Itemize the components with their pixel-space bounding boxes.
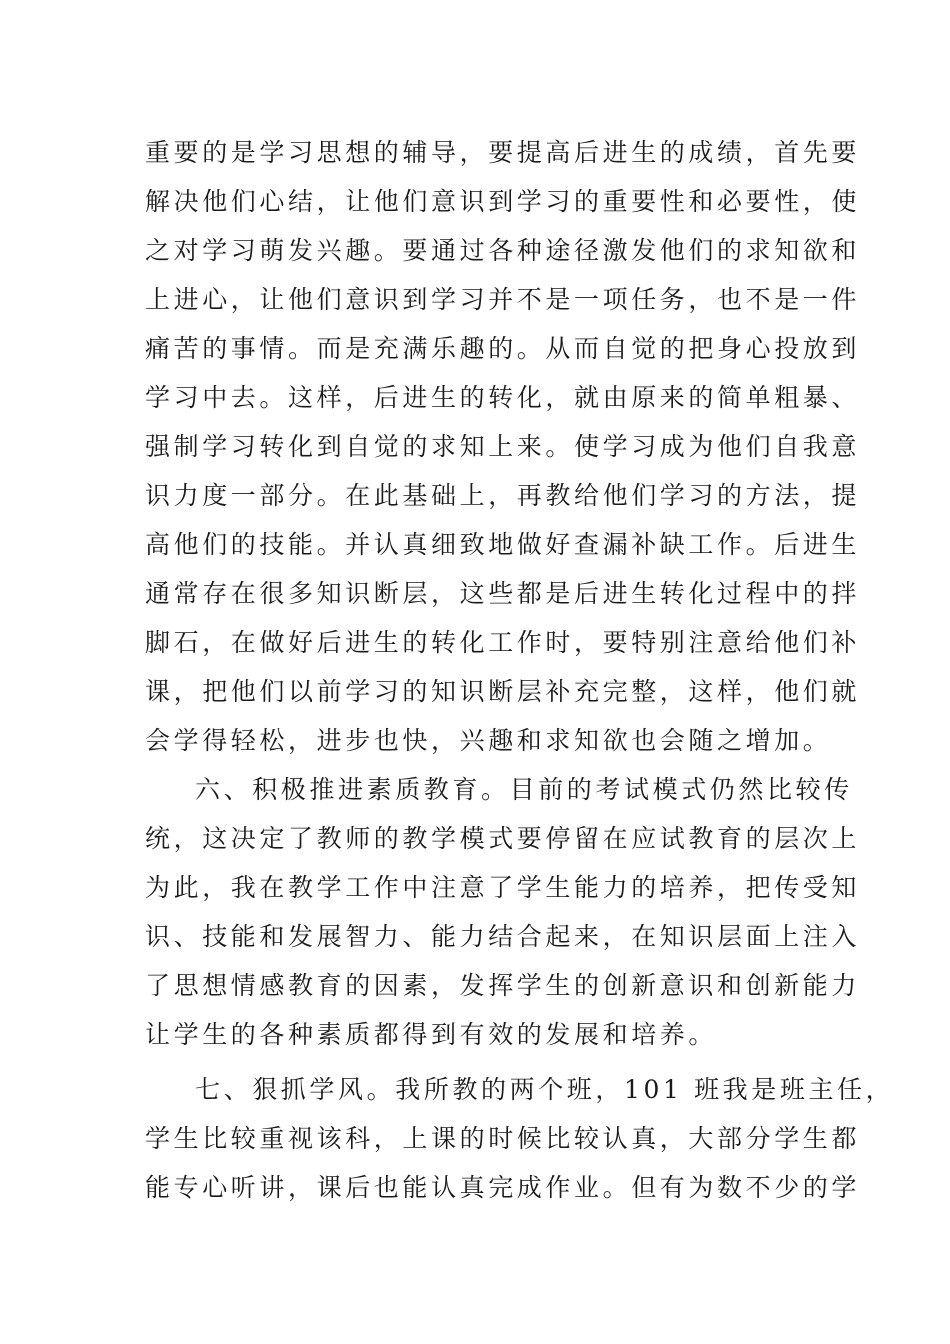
paragraph-study-style <box>145 1065 895 1212</box>
text-line: 能专心听讲，课后也能认真完成作业。但有为数不少的学 <box>145 1173 861 1202</box>
text-line: 会学得轻松，进步也快，兴趣和求知欲也会随之增加。 <box>145 726 832 755</box>
text-line: 高他们的技能。并认真细致地做好查漏补缺工作。后进生 <box>145 530 861 559</box>
text-line: 痛苦的事情。而是充满乐趣的。从而自觉的把身心投放到 <box>145 334 861 363</box>
text-line: 学生比较重视该科，上课的时候比较认真，大部分学生都 <box>145 1124 861 1153</box>
text-line: 识力度一部分。在此基础上，再教给他们学习的方法，提 <box>145 481 861 510</box>
text-line: 学习中去。这样，后进生的转化，就由原来的简单粗暴、 <box>145 383 861 412</box>
text-line: 让学生的各种素质都得到有效的发展和培养。 <box>145 1020 718 1049</box>
text-line: 六、积极推进素质教育。目前的考试模式仍然比较传 <box>195 775 853 804</box>
text-line: 之对学习萌发兴趣。要通过各种途径激发他们的求知欲和 <box>145 236 861 265</box>
text-line: 为此，我在教学工作中注意了学生能力的培养，把传受知 <box>145 873 861 902</box>
text-line: 了思想情感教育的因素，发挥学生的创新意识和创新能力 <box>145 971 861 1000</box>
document-body <box>145 128 895 1212</box>
text-line: 通常存在很多知识断层，这些都是后进生转化过程中的拌 <box>145 579 861 608</box>
text-line: 七、狠抓学风。我所教的两个班，101 班我是班主任， <box>195 1075 895 1104</box>
text-line: 重要的是学习思想的辅导，要提高后进生的成绩，首先要 <box>145 138 861 167</box>
text-line: 课，把他们以前学习的知识断层补充完整，这样，他们就 <box>145 677 861 706</box>
text-line: 解决他们心结，让他们意识到学习的重要性和必要性，使 <box>145 187 861 216</box>
text-line: 统，这决定了教师的教学模式要停留在应试教育的层次上 <box>145 824 861 853</box>
text-line: 脚石，在做好后进生的转化工作时，要特别注意给他们补 <box>145 628 861 657</box>
text-line: 强制学习转化到自觉的求知上来。使学习成为他们自我意 <box>145 432 861 461</box>
paragraph-continued <box>145 128 861 765</box>
paragraph-quality-education <box>145 765 861 1059</box>
text-line: 识、技能和发展智力、能力结合起来，在知识层面上注入 <box>145 922 861 951</box>
text-line: 上进心，让他们意识到学习并不是一项任务，也不是一件 <box>145 285 861 314</box>
